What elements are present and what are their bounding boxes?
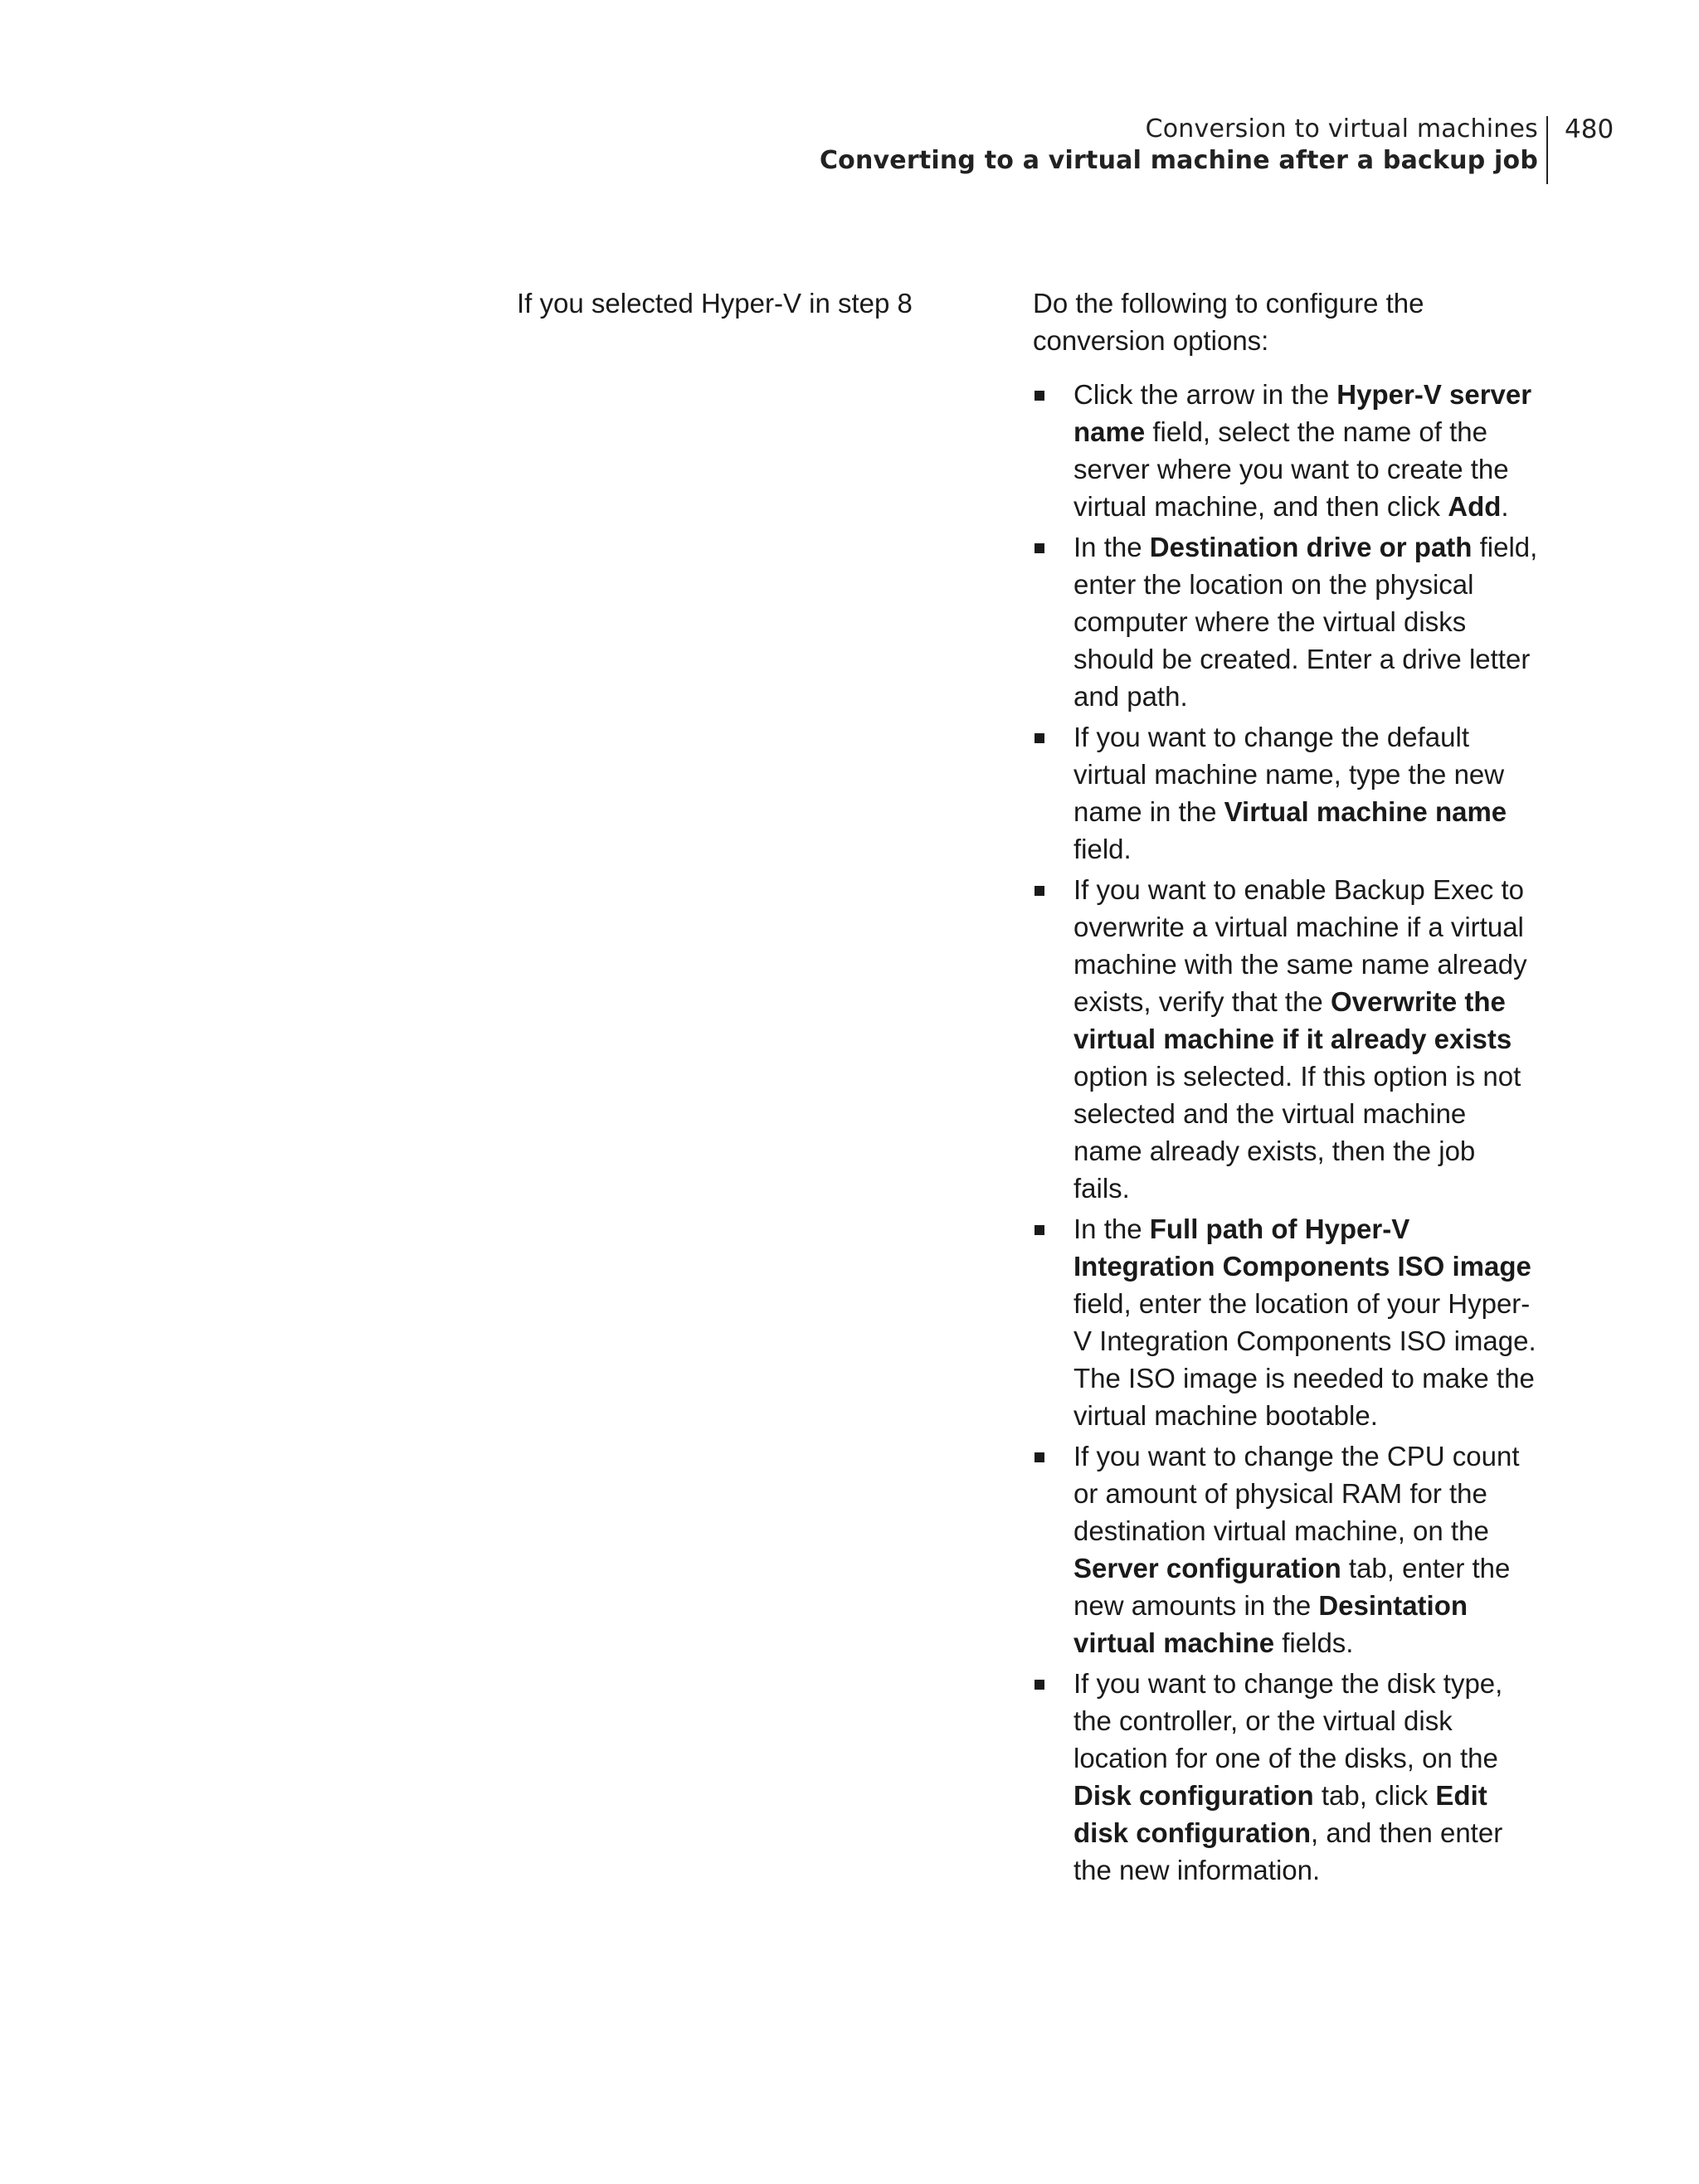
square-bullet-icon: [1034, 1680, 1044, 1690]
step-text: If you want to change the CPU count or amount of physical RAM for the destination virtual machine, on the: [1073, 1441, 1520, 1546]
step-text: field.: [1073, 834, 1132, 864]
square-bullet-icon: [1034, 391, 1044, 401]
list-item: [1033, 1210, 1539, 1434]
header-titles: [820, 114, 1538, 178]
chapter-title: Conversion to virtual machines: [1145, 114, 1538, 143]
page-number: 480: [1565, 114, 1614, 144]
ui-term: Overwrite the virtual machine if it already exists: [1073, 986, 1512, 1054]
step-text: fields.: [1274, 1627, 1354, 1658]
step-text: In the: [1073, 1214, 1150, 1244]
step-text: If you want to enable Backup Exec to overwrite a virtual machine if a virtual machine with the same name already exists, verify that the: [1073, 874, 1527, 1017]
list-item: [1033, 376, 1539, 525]
running-header: [0, 114, 1699, 189]
step-text: tab, enter the new amounts in the: [1073, 1553, 1511, 1621]
list-item: [1033, 718, 1539, 868]
section-title: Converting to a virtual machine after a backup job: [819, 146, 1538, 175]
step-text: If you want to change the disk type, the controller, or the virtual disk location for one of the disks, on the: [1073, 1668, 1503, 1773]
ui-term: Disk configuration: [1073, 1780, 1314, 1811]
action-cell: [1033, 285, 1539, 1892]
ui-term: Hyper-V server name: [1073, 379, 1532, 447]
list-item: [1033, 528, 1539, 715]
ui-term: Add: [1448, 491, 1502, 522]
header-divider: [1546, 116, 1548, 184]
list-item: [1033, 871, 1539, 1207]
square-bullet-icon: [1034, 733, 1044, 743]
step-text: field, enter the location of your Hyper-V Integration Components ISO image. The ISO image is needed to make the virtual machine bootable.: [1073, 1288, 1536, 1431]
ui-term: Virtual machine name: [1224, 796, 1507, 827]
ui-term: Destination drive or path: [1149, 532, 1473, 562]
step-text: tab, click: [1313, 1780, 1436, 1811]
square-bullet-icon: [1034, 1452, 1044, 1462]
steps-list: [1033, 376, 1539, 1889]
ui-term: Edit disk configuration: [1073, 1780, 1487, 1848]
list-item: [1033, 1437, 1539, 1661]
list-item: [1033, 1665, 1539, 1889]
step-text: .: [1501, 491, 1509, 522]
step-text: field, select the name of the server where you want to create the virtual machine, and then click: [1073, 416, 1509, 522]
square-bullet-icon: [1034, 886, 1044, 896]
step-text: , and then enter the new information.: [1073, 1817, 1503, 1885]
step-text: In the: [1073, 532, 1150, 562]
square-bullet-icon: [1034, 543, 1044, 553]
ui-term: Full path of Hyper-V Integration Components ISO image: [1073, 1214, 1531, 1282]
step-text: option is selected. If this option is not selected and the virtual machine name already exists, then the job fails.: [1073, 1061, 1521, 1204]
ui-term: Desintation virtual machine: [1073, 1590, 1468, 1658]
action-intro: Do the following to configure the conversion options:: [1033, 288, 1424, 356]
ui-term: Server configuration: [1073, 1553, 1341, 1583]
step-text: field, enter the location on the physical computer where the virtual disks should be created. Enter a drive letter and path.: [1073, 532, 1538, 712]
step-text: Click the arrow in the: [1073, 379, 1337, 410]
square-bullet-icon: [1034, 1225, 1044, 1235]
step-text: If you want to change the default virtual machine name, type the new name in the: [1073, 722, 1505, 827]
condition-cell: If you selected Hyper-V in step 8: [517, 288, 913, 319]
